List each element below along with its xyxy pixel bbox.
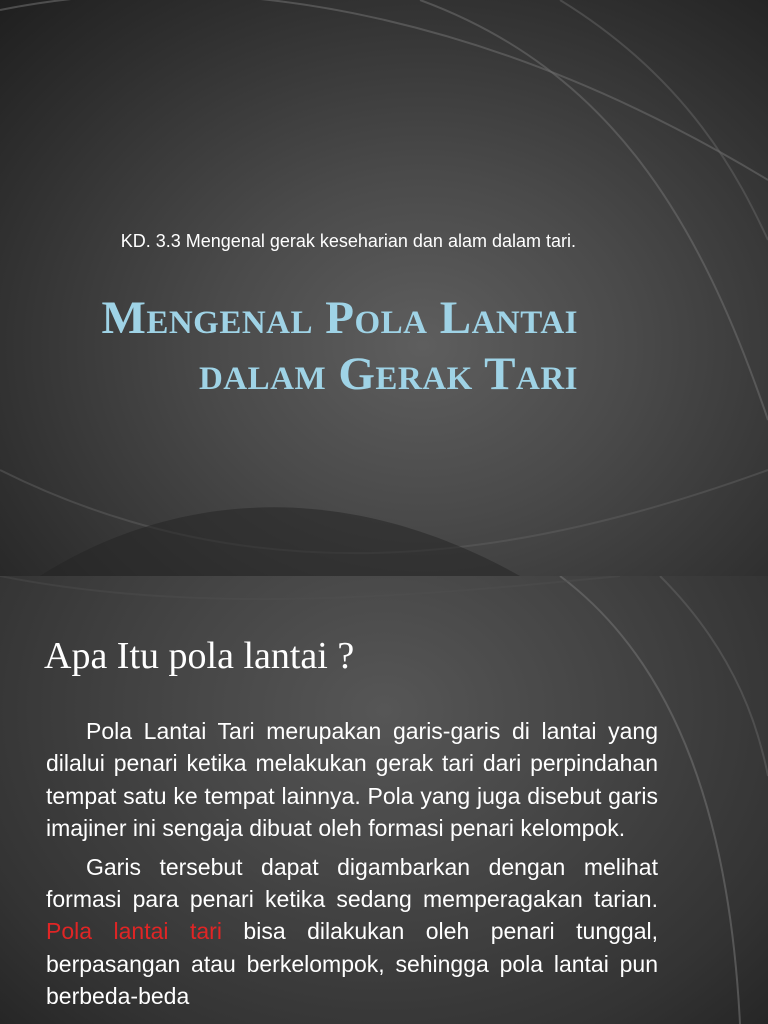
paragraph-text: Garis tersebut dapat digambarkan dengan melihat formasi para penari ketika sedang memperagakan tarian. <box>46 853 658 913</box>
paragraph-text: bisa dilakukan oleh penari tunggal, berpasangan atau berkelompok, sehingga pola lantai pun berbeda-beda <box>46 918 658 1010</box>
highlighted-term: Pola lantai tari <box>46 918 222 945</box>
paragraph-description <box>46 851 658 1013</box>
slide-heading: Apa Itu pola lantai ? <box>44 635 355 677</box>
slide-body <box>46 715 658 1019</box>
slide-subtitle: KD. 3.3 Mengenal gerak keseharian dan alam dalam tari. <box>120 231 576 251</box>
paragraph-definition: Pola Lantai Tari merupakan garis-garis di lantai yang dilalui penari ketika melakukan gerak tari dari perpindahan tempat satu ke tempat lainnya. Pola yang juga disebut garis imajiner ini sengaja dibuat oleh formasi penari kelompok. <box>46 718 658 842</box>
slide-title: Mengenal Pola Lantai dalam Gerak Tari <box>101 292 578 400</box>
